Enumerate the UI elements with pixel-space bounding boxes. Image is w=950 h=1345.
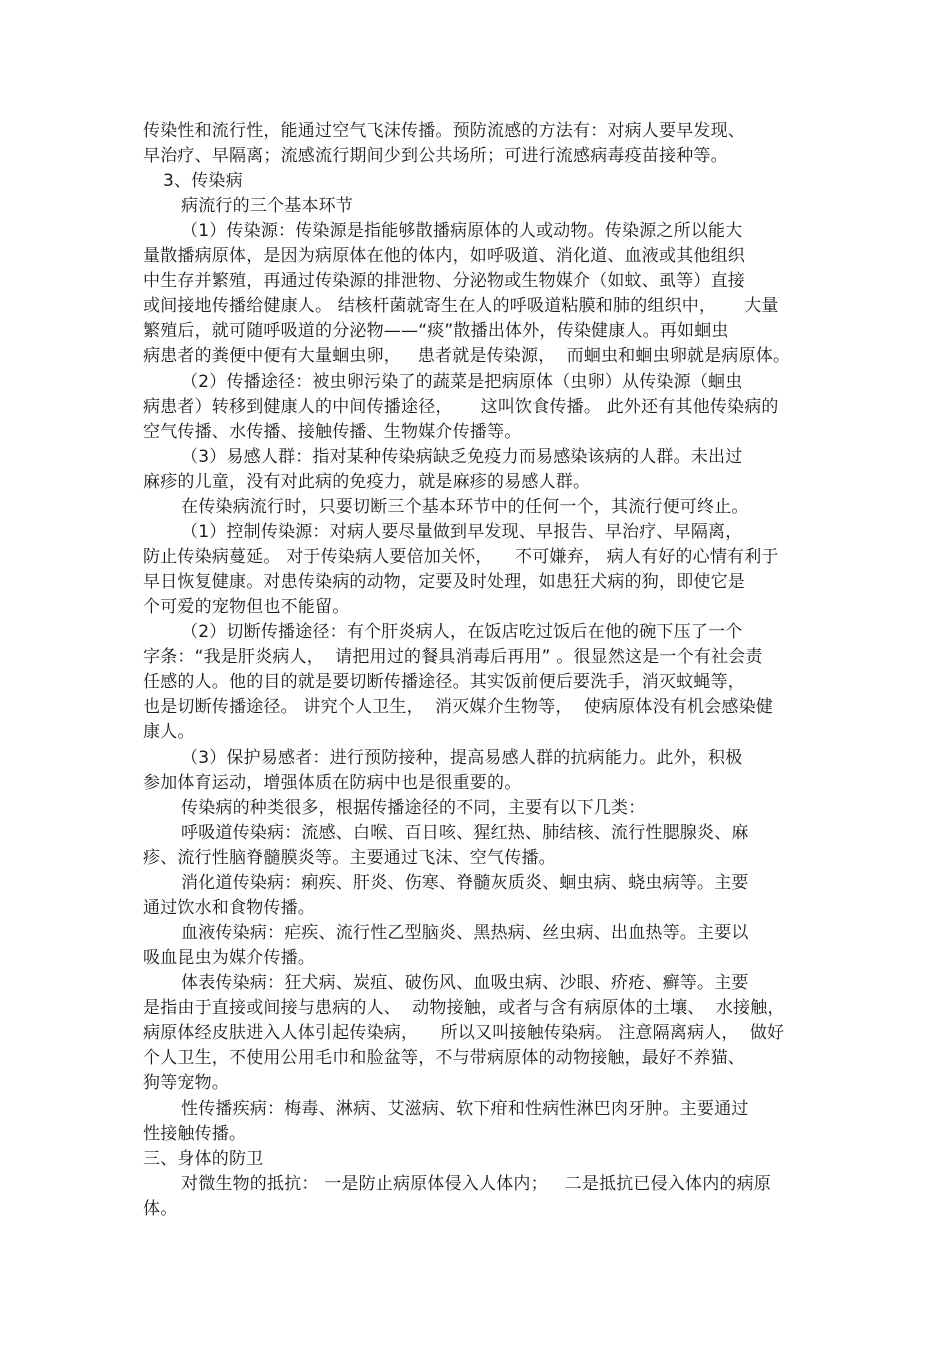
text-line: 个可爱的宠物但也不能留。 [143,597,350,617]
text-line: 病原体经皮肤进入人体引起传染病， 所以又叫接触传染病。 注意隔离病人， 做好 [143,1023,785,1043]
text-line: 体表传染病：狂犬病、炭疽、破伤风、血吸虫病、沙眼、疥疮、癣等。主要 [181,973,749,993]
text-line: 字条：“我是肝炎病人， 请把用过的餐具消毒后再用” 。很显然这是一个有社会责 [143,647,763,667]
text-line: 消化道传染病：痢疾、肝炎、伤寒、脊髓灰质炎、蛔虫病、蛲虫病等。主要 [181,873,749,893]
text-line: 麻疹的儿童，没有对此病的免疫力，就是麻疹的易感人群。 [143,472,591,492]
text-line: 任感的人。他的目的就是要切断传播途径。其实饭前便后要洗手，消灭蚊蝇等， [143,672,745,692]
text-line: 参加体育运动，增强体质在防病中也是很重要的。 [143,773,522,793]
text-line: 个人卫生，不使用公用毛巾和脸盆等，不与带病原体的动物接触，最好不养猫、 [143,1048,745,1068]
text-line: 对微生物的抵抗： 一是防止病原体侵入人体内； 二是抵抗已侵入体内的病原 [181,1174,772,1194]
text-line: 早日恢复健康。对患传染病的动物，定要及时处理，如患狂犬病的狗，即使它是 [143,572,745,592]
text-line: 传染性和流行性，能通过空气飞沫传播。预防流感的方法有：对病人要早发现、 [143,121,745,141]
text-line: 繁殖后，就可随呼吸道的分泌物——“痰”散播出体外，传染健康人。再如蛔虫 [143,321,729,341]
text-line: 狗等宠物。 [143,1073,229,1093]
text-line: 传染病的种类很多，根据传播途径的不同，主要有以下几类： [181,798,646,818]
text-line: （1）控制传染源：对病人要尽量做到早发现、早报告、早治疗、早隔离， [181,522,743,542]
section-heading: 3、传染病 [163,171,243,191]
text-line: 体。 [143,1199,178,1219]
text-line: 防止传染病蔓延。 对于传染病人要倍加关怀， 不可嫌弃， 病人有好的心情有利于 [143,547,779,567]
section-heading: 三、身体的防卫 [143,1149,264,1169]
text-line: 疹、流行性脑脊髓膜炎等。主要通过飞沫、空气传播。 [143,848,556,868]
text-line: 在传染病流行时，只要切断三个基本环节中的任何一个，其流行便可终止。 [181,497,749,517]
text-line: 中生存并繁殖，再通过传染源的排泄物、分泌物或生物媒介（如蚊、虱等）直接 [143,271,745,291]
text-line: （3）易感人群：指对某种传染病缺乏免疫力而易感染该病的人群。未出过 [181,447,743,467]
text-line: 也是切断传播途径。 讲究个人卫生， 消灭媒介生物等， 使病原体没有机会感染健 [143,697,774,717]
text-line: 性传播疾病：梅毒、淋病、艾滋病、软下疳和性病性淋巴肉牙肿。主要通过 [181,1099,749,1119]
text-line: 病患者）转移到健康人的中间传播途径， 这叫饮食传播。 此外还有其他传染病的 [143,397,779,417]
text-line: 早治疗、早隔离；流感流行期间少到公共场所；可进行流感病毒疫苗接种等。 [143,146,728,166]
text-line: 通过饮水和食物传播。 [143,898,315,918]
text-line: 量散播病原体，是因为病原体在他的体内，如呼吸道、消化道、血液或其他组织 [143,246,745,266]
text-line: 血液传染病：疟疾、流行性乙型脑炎、黑热病、丝虫病、出血热等。主要以 [181,923,749,943]
subheading: 病流行的三个基本环节 [181,196,353,216]
text-line: 吸血昆虫为媒介传播。 [143,948,315,968]
text-line: （2）切断传播途径：有个肝炎病人，在饭店吃过饭后在他的碗下压了一个 [181,622,743,642]
text-line: 康人。 [143,722,195,742]
text-line: 病患者的粪便中便有大量蛔虫卵， 患者就是传染源， 而蛔虫和蛔虫卵就是病原体。 [143,346,791,366]
text-line: 空气传播、水传播、接触传播、生物媒介传播等。 [143,422,522,442]
text-line: 是指由于直接或间接与患病的人、 动物接触，或者与含有病原体的土壤、 水接触， [143,998,785,1018]
text-line: 或间接地传播给健康人。 结核杆菌就寄生在人的呼吸道粘膜和肺的组织中， 大量 [143,296,779,316]
text-line: 性接触传播。 [143,1124,247,1144]
text-line: （3）保护易感者：进行预防接种，提高易感人群的抗病能力。此外，积极 [181,748,743,768]
text-line: （1）传染源：传染源是指能够散播病原体的人或动物。传染源之所以能大 [181,221,743,241]
text-line: （2）传播途径：被虫卵污染了的蔬菜是把病原体（虫卵）从传染源（蛔虫 [181,372,743,392]
text-line: 呼吸道传染病：流感、白喉、百日咳、猩红热、肺结核、流行性腮腺炎、麻 [181,823,749,843]
